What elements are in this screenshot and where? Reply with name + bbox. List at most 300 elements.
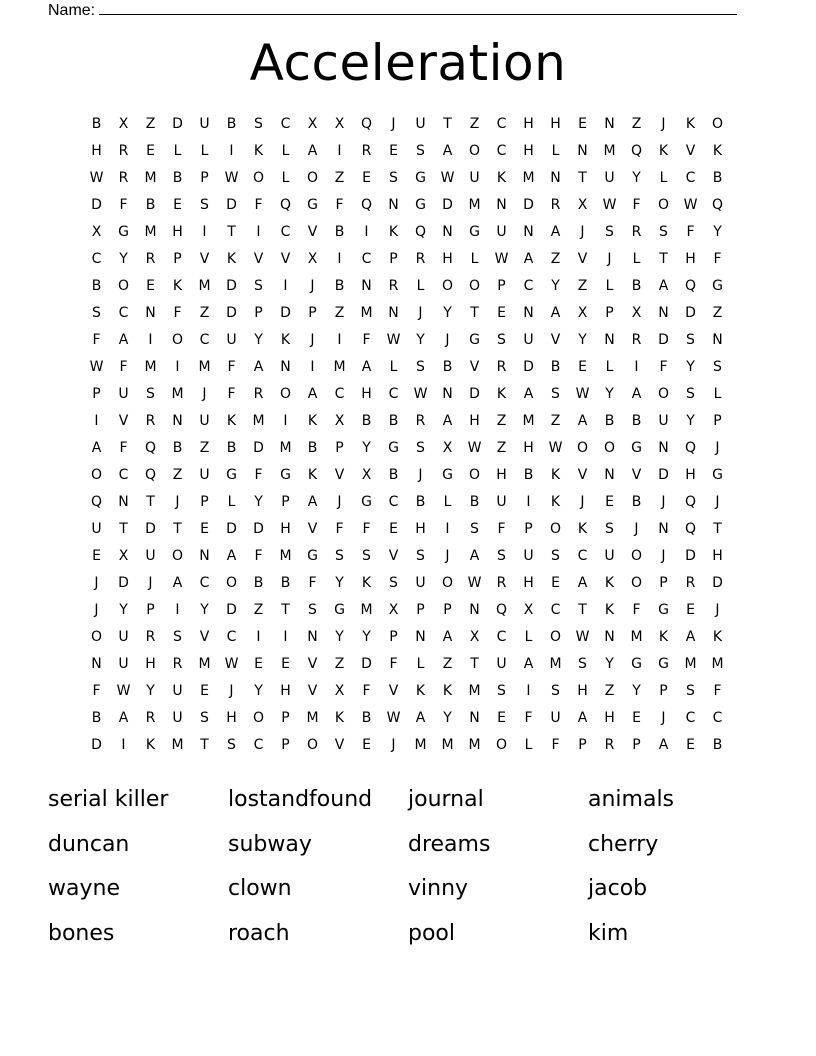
grid-letter: X <box>577 197 588 213</box>
grid-letter: W <box>575 386 590 402</box>
grid-letter: D <box>712 575 723 591</box>
word-bank-item: kim <box>588 920 629 946</box>
grid-letter: W <box>224 656 239 672</box>
word-bank-item: subway <box>228 831 312 857</box>
grid-letter: Z <box>145 116 156 132</box>
name-field[interactable] <box>48 0 748 20</box>
grid-letter: Z <box>199 440 210 456</box>
grid-row <box>83 381 731 408</box>
grid-letter: N <box>388 305 399 321</box>
grid-letter: T <box>146 494 155 510</box>
grid-letter: T <box>578 170 587 186</box>
grid-letter: J <box>310 278 315 294</box>
grid-letter: A <box>415 710 426 726</box>
grid-letter: B <box>523 467 534 483</box>
grid-letter: J <box>94 575 99 591</box>
grid-letter: W <box>602 197 617 213</box>
grid-letter: N <box>523 305 534 321</box>
grid-letter: V <box>631 467 642 483</box>
grid-letter: N <box>172 413 183 429</box>
grid-letter: H <box>577 683 588 699</box>
grid-letter: O <box>171 548 184 564</box>
grid-letter: L <box>524 737 533 753</box>
grid-letter: Y <box>713 224 722 240</box>
grid-letter: R <box>496 359 507 375</box>
grid-letter: T <box>200 737 209 753</box>
grid-letter: L <box>173 143 182 159</box>
grid-letter: F <box>92 683 101 699</box>
grid-letter: N <box>604 116 615 132</box>
grid-letter: Y <box>686 413 695 429</box>
grid-letter: G <box>361 494 372 510</box>
grid-letter: S <box>389 170 398 186</box>
grid-letter: B <box>172 170 183 186</box>
grid-letter: B <box>280 575 291 591</box>
grid-letter: Y <box>632 170 641 186</box>
grid-letter: M <box>360 305 373 321</box>
grid-letter: F <box>227 359 236 375</box>
grid-letter: J <box>337 494 342 510</box>
grid-row <box>83 165 731 192</box>
grid-letter: J <box>607 251 612 267</box>
grid-letter: B <box>91 278 102 294</box>
grid-letter: S <box>551 548 560 564</box>
grid-letter: S <box>92 305 101 321</box>
grid-letter: W <box>548 440 563 456</box>
grid-letter: P <box>659 683 668 699</box>
grid-letter: K <box>253 143 264 159</box>
grid-letter: Z <box>577 278 588 294</box>
grid-letter: I <box>94 413 99 429</box>
grid-letter: M <box>198 359 211 375</box>
grid-letter: P <box>254 305 263 321</box>
word-bank-item: pool <box>408 920 455 946</box>
grid-letter: K <box>145 737 156 753</box>
grid-letter: N <box>469 602 480 618</box>
grid-letter: A <box>577 710 588 726</box>
grid-letter: Z <box>334 305 345 321</box>
word-bank-item: jacob <box>588 876 648 902</box>
grid-letter: C <box>253 737 264 753</box>
grid-letter: E <box>200 521 209 537</box>
grid-letter: P <box>632 737 641 753</box>
grid-letter: M <box>279 548 292 564</box>
grid-letter: C <box>550 602 561 618</box>
grid-letter: K <box>307 413 318 429</box>
grid-letter: U <box>658 413 669 429</box>
grid-row <box>83 327 731 354</box>
name-label: Name: <box>48 2 96 19</box>
grid-letter: Q <box>144 440 157 456</box>
grid-letter: N <box>361 278 372 294</box>
grid-letter: H <box>280 521 291 537</box>
grid-letter: V <box>334 467 345 483</box>
grid-letter: H <box>685 467 696 483</box>
grid-letter: I <box>310 359 315 375</box>
grid-letter: N <box>577 143 588 159</box>
grid-letter: F <box>335 521 344 537</box>
grid-row <box>83 732 731 759</box>
grid-letter: X <box>334 116 345 132</box>
grid-letter: Q <box>360 197 373 213</box>
grid-letter: Z <box>604 683 615 699</box>
grid-letter: O <box>171 332 184 348</box>
grid-letter: P <box>578 737 587 753</box>
grid-letter: O <box>306 737 319 753</box>
grid-letter: C <box>118 467 129 483</box>
grid-letter: D <box>226 602 237 618</box>
grid-letter: U <box>523 332 534 348</box>
grid-letter: M <box>603 143 616 159</box>
grid-letter: R <box>145 710 156 726</box>
grid-letter: F <box>632 602 641 618</box>
grid-letter: T <box>713 521 722 537</box>
grid-letter: R <box>550 197 561 213</box>
grid-letter: P <box>92 386 101 402</box>
grid-letter: R <box>118 170 129 186</box>
grid-letter: I <box>337 251 342 267</box>
grid-letter: P <box>389 251 398 267</box>
grid-letter: R <box>145 413 156 429</box>
grid-letter: W <box>386 710 401 726</box>
grid-letter: N <box>415 629 426 645</box>
grid-letter: S <box>254 116 263 132</box>
grid-letter: H <box>91 143 102 159</box>
grid-letter: F <box>362 332 371 348</box>
grid-letter: S <box>416 359 425 375</box>
grid-letter: S <box>578 656 587 672</box>
grid-letter: J <box>580 494 585 510</box>
grid-letter: J <box>148 575 153 591</box>
grid-letter: J <box>445 332 450 348</box>
grid-letter: X <box>577 305 588 321</box>
grid-row <box>83 192 731 219</box>
grid-letter: O <box>441 278 454 294</box>
grid-letter: O <box>225 575 238 591</box>
grid-letter: K <box>388 224 399 240</box>
word-bank-row <box>48 823 768 868</box>
grid-letter: D <box>253 521 264 537</box>
grid-letter: Z <box>469 116 480 132</box>
grid-letter: O <box>495 737 508 753</box>
grid-letter: A <box>685 629 696 645</box>
word-bank-item: serial killer <box>48 787 169 813</box>
grid-letter: A <box>118 710 129 726</box>
grid-letter: H <box>469 413 480 429</box>
grid-letter: C <box>280 116 291 132</box>
grid-letter: V <box>307 656 318 672</box>
grid-letter: I <box>364 224 369 240</box>
grid-letter: G <box>388 440 399 456</box>
grid-letter: M <box>414 737 427 753</box>
grid-letter: W <box>467 575 482 591</box>
grid-letter: M <box>198 656 211 672</box>
grid-letter: S <box>605 224 614 240</box>
grid-letter: E <box>362 170 371 186</box>
grid-letter: Y <box>443 305 452 321</box>
grid-letter: R <box>118 143 129 159</box>
grid-letter: D <box>253 440 264 456</box>
grid-letter: I <box>175 359 180 375</box>
grid-letter: L <box>443 494 452 510</box>
grid-letter: A <box>226 548 237 564</box>
grid-row <box>83 624 731 651</box>
grid-letter: B <box>307 440 318 456</box>
grid-letter: K <box>550 494 561 510</box>
grid-letter: W <box>413 386 428 402</box>
grid-row <box>83 651 731 678</box>
grid-letter: L <box>416 278 425 294</box>
grid-letter: M <box>306 710 319 726</box>
grid-letter: H <box>523 143 534 159</box>
grid-letter: Z <box>334 656 345 672</box>
grid-letter: P <box>281 710 290 726</box>
grid-letter: C <box>496 116 507 132</box>
grid-letter: X <box>631 305 642 321</box>
grid-letter: J <box>229 683 234 699</box>
grid-letter: C <box>496 629 507 645</box>
grid-letter: O <box>549 521 562 537</box>
grid-letter: R <box>415 413 426 429</box>
grid-letter: D <box>226 278 237 294</box>
grid-letter: Z <box>496 413 507 429</box>
grid-letter: B <box>361 413 372 429</box>
name-underline[interactable] <box>99 0 737 15</box>
grid-letter: D <box>280 305 291 321</box>
grid-letter: E <box>578 116 587 132</box>
grid-letter: H <box>523 116 534 132</box>
grid-row <box>83 678 731 705</box>
grid-letter: L <box>713 386 722 402</box>
grid-letter: J <box>310 332 315 348</box>
grid-letter: O <box>441 575 454 591</box>
grid-letter: C <box>226 629 237 645</box>
grid-letter: O <box>117 278 130 294</box>
grid-letter: N <box>91 656 102 672</box>
grid-letter: K <box>658 629 669 645</box>
grid-letter: O <box>279 386 292 402</box>
grid-letter: O <box>549 629 562 645</box>
grid-letter: S <box>497 683 506 699</box>
grid-letter: Y <box>119 251 128 267</box>
grid-letter: H <box>145 656 156 672</box>
grid-letter: Z <box>253 602 264 618</box>
grid-letter: W <box>116 683 131 699</box>
grid-letter: O <box>468 143 481 159</box>
grid-letter: G <box>307 548 318 564</box>
grid-letter: U <box>496 494 507 510</box>
grid-letter: D <box>118 575 129 591</box>
grid-letter: J <box>715 440 720 456</box>
grid-letter: S <box>173 629 182 645</box>
grid-letter: W <box>494 251 509 267</box>
grid-letter: B <box>226 116 237 132</box>
grid-letter: J <box>202 386 207 402</box>
word-bank-item: wayne <box>48 876 120 902</box>
grid-letter: K <box>712 629 723 645</box>
grid-letter: K <box>604 575 615 591</box>
grid-letter: G <box>469 332 480 348</box>
grid-letter: W <box>386 332 401 348</box>
grid-letter: K <box>550 467 561 483</box>
grid-letter: E <box>389 143 398 159</box>
grid-letter: Q <box>684 521 697 537</box>
grid-letter: K <box>577 521 588 537</box>
grid-letter: E <box>578 359 587 375</box>
grid-letter: D <box>523 197 534 213</box>
grid-letter: A <box>631 386 642 402</box>
grid-letter: W <box>683 197 698 213</box>
grid-letter: G <box>226 467 237 483</box>
grid-letter: P <box>281 494 290 510</box>
grid-letter: R <box>172 656 183 672</box>
grid-letter: V <box>334 737 345 753</box>
grid-letter: A <box>172 575 183 591</box>
grid-letter: J <box>661 548 666 564</box>
grid-letter: E <box>146 278 155 294</box>
grid-letter: D <box>91 197 102 213</box>
grid-letter: I <box>445 521 450 537</box>
grid-letter: V <box>199 251 210 267</box>
grid-letter: K <box>307 467 318 483</box>
grid-letter: N <box>469 710 480 726</box>
grid-letter: H <box>604 710 615 726</box>
grid-letter: N <box>523 224 534 240</box>
grid-letter: O <box>252 170 265 186</box>
grid-letter: P <box>335 440 344 456</box>
grid-letter: H <box>496 467 507 483</box>
grid-letter: G <box>469 224 480 240</box>
grid-letter: X <box>334 413 345 429</box>
grid-letter: X <box>523 602 534 618</box>
grid-letter: J <box>580 224 585 240</box>
grid-letter: S <box>497 332 506 348</box>
grid-letter: E <box>497 710 506 726</box>
grid-letter: B <box>388 467 399 483</box>
grid-letter: F <box>254 197 263 213</box>
grid-letter: F <box>497 521 506 537</box>
grid-letter: Z <box>172 467 183 483</box>
grid-letter: U <box>550 710 561 726</box>
grid-letter: N <box>496 197 507 213</box>
word-bank-item: journal <box>408 787 484 813</box>
word-bank-item: animals <box>588 787 675 813</box>
word-bank-item: duncan <box>48 831 130 857</box>
grid-letter: S <box>416 548 425 564</box>
grid-letter: D <box>658 467 669 483</box>
grid-letter: S <box>497 548 506 564</box>
grid-letter: F <box>119 440 128 456</box>
grid-letter: E <box>686 602 695 618</box>
grid-letter: V <box>118 413 129 429</box>
grid-row <box>83 408 731 435</box>
grid-letter: V <box>307 683 318 699</box>
grid-letter: Y <box>362 629 371 645</box>
grid-letter: R <box>685 575 696 591</box>
word-bank-item: vinny <box>408 876 469 902</box>
grid-letter: R <box>361 143 372 159</box>
grid-letter: K <box>334 710 345 726</box>
grid-letter: R <box>388 278 399 294</box>
grid-letter: M <box>144 224 157 240</box>
grid-letter: Z <box>550 413 561 429</box>
grid-letter: M <box>441 737 454 753</box>
grid-letter: L <box>551 143 560 159</box>
grid-letter: A <box>307 494 318 510</box>
grid-letter: S <box>146 386 155 402</box>
grid-letter: B <box>631 494 642 510</box>
grid-letter: I <box>148 332 153 348</box>
grid-letter: M <box>171 386 184 402</box>
grid-letter: R <box>415 251 426 267</box>
grid-letter: F <box>254 467 263 483</box>
grid-letter: T <box>173 521 182 537</box>
grid-letter: S <box>389 575 398 591</box>
grid-letter: K <box>496 386 507 402</box>
grid-letter: V <box>307 224 318 240</box>
grid-letter: J <box>418 467 423 483</box>
grid-letter: Z <box>199 305 210 321</box>
grid-letter: N <box>199 548 210 564</box>
grid-letter: E <box>551 575 560 591</box>
grid-letter: M <box>252 413 265 429</box>
grid-letter: M <box>468 737 481 753</box>
grid-letter: M <box>171 737 184 753</box>
grid-letter: A <box>550 224 561 240</box>
grid-letter: P <box>308 305 317 321</box>
grid-letter: C <box>361 251 372 267</box>
grid-letter: Y <box>146 683 155 699</box>
grid-letter: Y <box>686 359 695 375</box>
grid-letter: A <box>658 278 669 294</box>
grid-letter: D <box>226 521 237 537</box>
grid-letter: O <box>90 467 103 483</box>
word-bank-row <box>48 912 768 957</box>
grid-letter: N <box>307 629 318 645</box>
grid-letter: N <box>280 359 291 375</box>
grid-letter: B <box>172 440 183 456</box>
grid-letter: E <box>605 494 614 510</box>
grid-letter: Y <box>578 332 587 348</box>
grid-letter: L <box>632 251 641 267</box>
word-bank-item: clown <box>228 876 292 902</box>
grid-letter: F <box>173 305 182 321</box>
grid-letter: U <box>172 683 183 699</box>
grid-letter: U <box>91 521 102 537</box>
grid-letter: B <box>415 494 426 510</box>
grid-letter: I <box>229 143 234 159</box>
grid-letter: B <box>361 710 372 726</box>
grid-letter: Z <box>442 656 453 672</box>
grid-letter: L <box>605 359 614 375</box>
grid-letter: B <box>145 197 156 213</box>
grid-letter: I <box>283 278 288 294</box>
grid-letter: L <box>659 170 668 186</box>
grid-letter: K <box>415 683 426 699</box>
grid-letter: S <box>551 683 560 699</box>
grid-letter: L <box>416 656 425 672</box>
grid-letter: K <box>442 683 453 699</box>
grid-letter: Y <box>335 629 344 645</box>
grid-letter: Q <box>684 278 697 294</box>
grid-letter: J <box>445 548 450 564</box>
grid-letter: T <box>443 116 452 132</box>
grid-letter: I <box>526 494 531 510</box>
grid-letter: O <box>657 386 670 402</box>
grid-letter: K <box>172 278 183 294</box>
grid-letter: C <box>199 332 210 348</box>
grid-letter: A <box>523 251 534 267</box>
